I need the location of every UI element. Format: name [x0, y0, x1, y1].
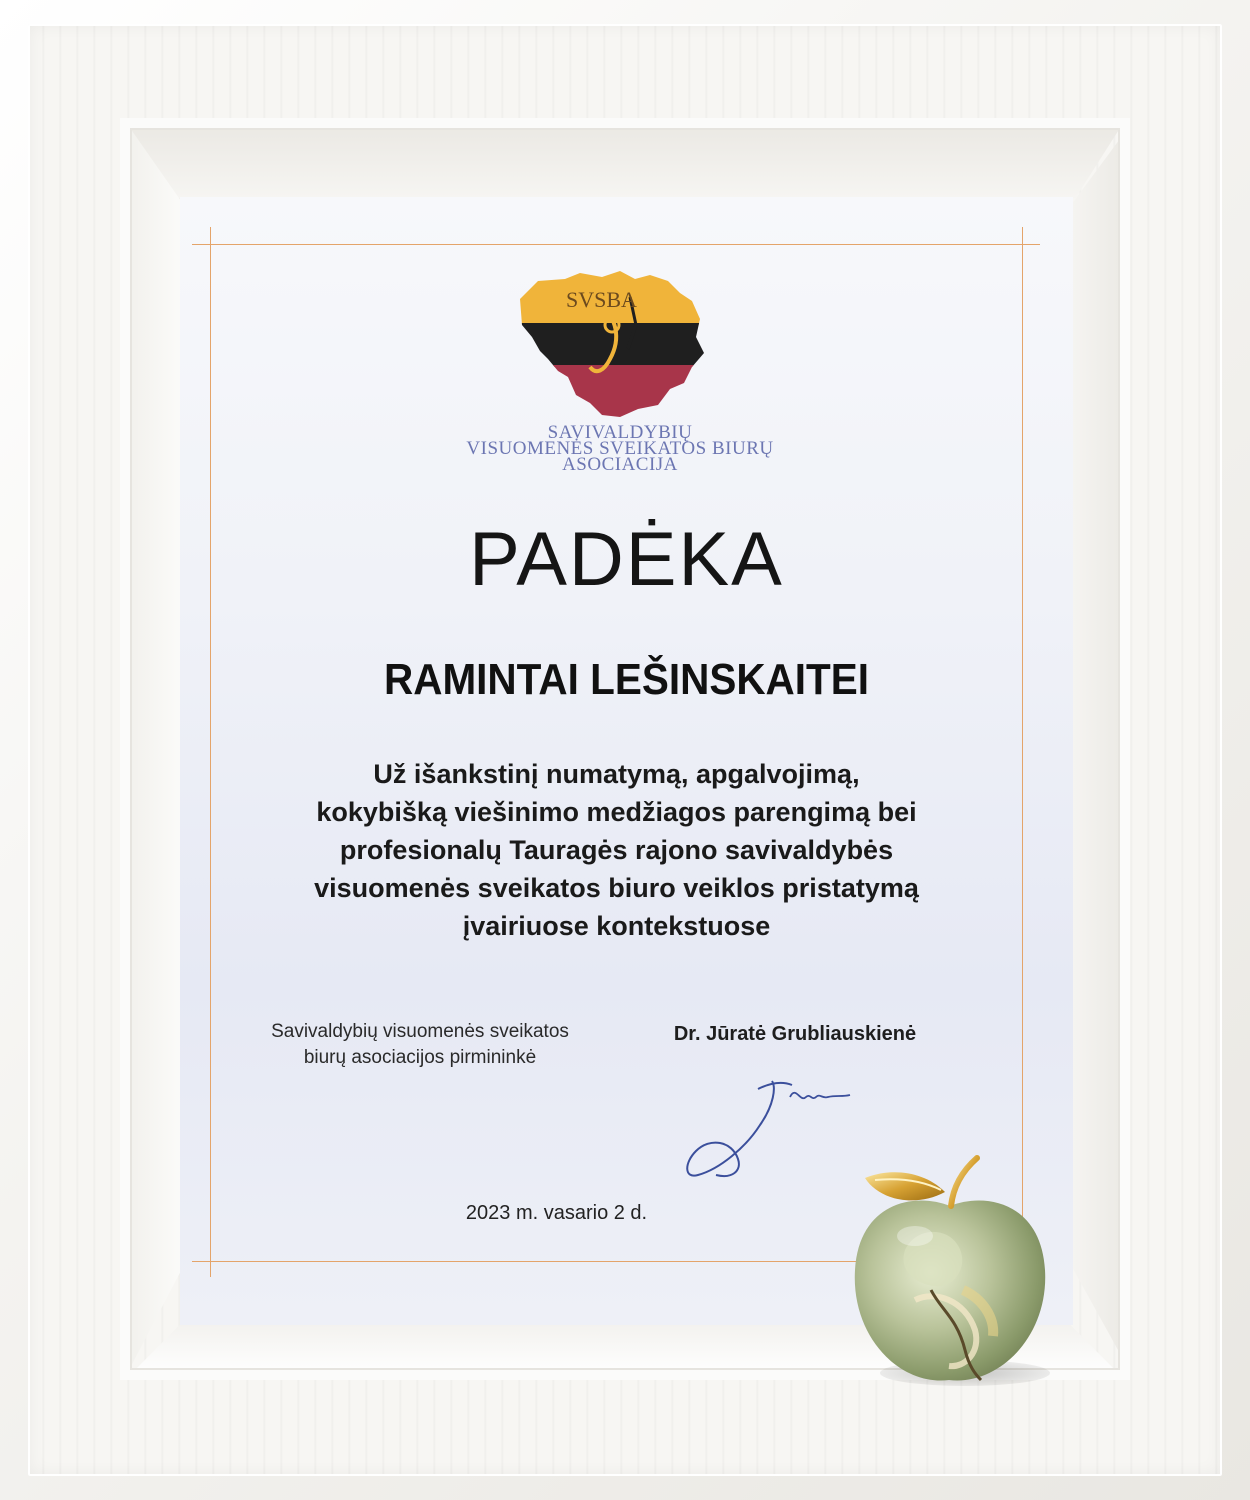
organization-line: SAVIVALDYBIŲ: [547, 422, 693, 443]
certificate-date: 2023 m. vasario 2 d.: [465, 1202, 648, 1224]
handwritten-signature: [680, 1067, 870, 1187]
organization-line: ASOCIACIJA: [562, 454, 678, 475]
signer-role-line: Savivaldybių visuomenės sveikatos: [271, 1021, 569, 1042]
organization-line: VISUOMENĖS SVEIKATOS BIURŲ: [466, 438, 774, 459]
decorative-border-left: [210, 227, 211, 1277]
frame-recess-top: [130, 128, 1120, 198]
frame-recess-right: [1073, 128, 1128, 1368]
body-line: kokybišką viešinimo medžiagos parengimą bei: [316, 797, 917, 827]
signer-role: [220, 1019, 620, 1071]
body-line: profesionalų Tauragės rajono savivaldybės: [339, 835, 894, 865]
signer-role-line: biurų asociacijos pirmininkė: [303, 1047, 537, 1068]
organization-name: [360, 422, 880, 475]
decorative-border-right: [1022, 227, 1023, 1277]
logo-text: SVSBA: [566, 287, 637, 312]
decorative-border-top: [192, 244, 1040, 245]
onyx-apple-figurine: [845, 1140, 1055, 1390]
body-line: Už išankstinį numatymą, apgalvojimą,: [373, 759, 860, 789]
body-line: įvairiuose kontekstuose: [462, 911, 771, 941]
signer-name: Dr. Jūratė Grubliauskienė: [673, 1023, 917, 1045]
certificate-body: [220, 755, 1013, 945]
body-line: visuomenės sveikatos biuro veiklos pristatymą: [314, 873, 919, 903]
svsba-logo: [510, 267, 710, 427]
recipient-name: RAMINTAI LEŠINSKAITEI: [383, 655, 870, 704]
frame-recess-left: [130, 128, 182, 1368]
certificate-title: PADĖKA: [469, 517, 784, 602]
